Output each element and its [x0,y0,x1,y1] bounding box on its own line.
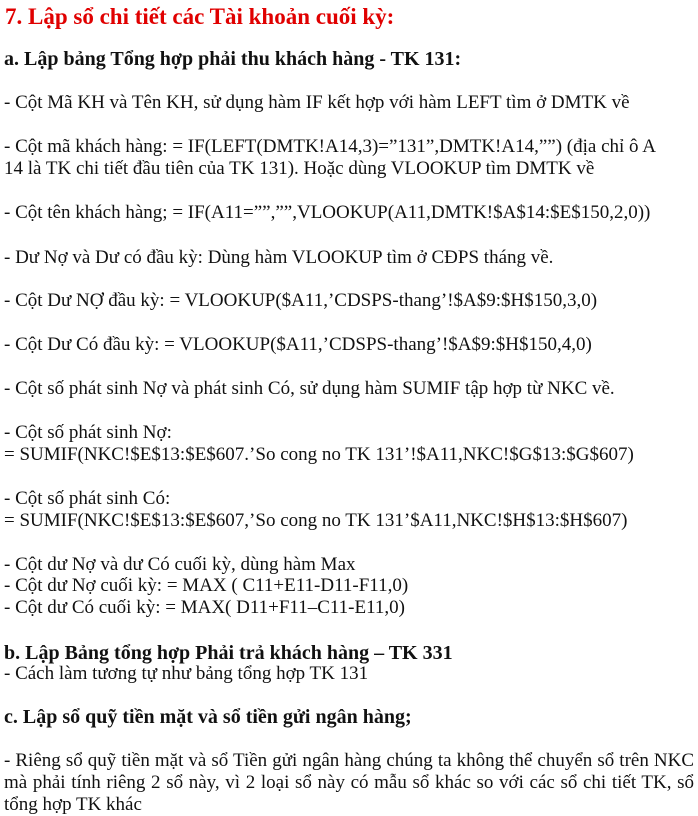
formula-line: = SUMIF(NKC!$E$13:$E$607.’So cong no TK 131’!$A11,NKC!$G$13:$G$607) [4,444,634,465]
text-line: - Cột dư Nợ và dư Có cuối kỳ, dùng hàm Max [4,554,356,575]
section-c-paragraph: - Riêng sổ quỹ tiền mặt và sổ Tiền gửi ngân hàng chúng ta không thể chuyển sổ trên NKC mà phải tính riêng 2 sổ này, vì 2 loại sổ này có mẫu sổ khác so với các sổ chi tiết TK, sổ tổng hợp TK khác [4,750,694,815]
section-c-heading: c. Lập sổ quỹ tiền mặt và sổ tiền gửi ngân hàng; [4,706,412,728]
text-line: - Cột số phát sinh Nợ và phát sinh Có, sử dụng hàm SUMIF tập hợp từ NKC về. [4,378,615,399]
formula-line: - Cột dư Có cuối kỳ: = MAX( D11+F11–C11-E11,0) [4,597,405,618]
text-line: - Dư Nợ và Dư có đầu kỳ: Dùng hàm VLOOKUP tìm ở CĐPS tháng về. [4,247,554,268]
text-line: - Cách làm tương tự như bảng tổng hợp TK 131 [4,663,369,684]
formula-line: - Cột dư Nợ cuối kỳ: = MAX ( C11+E11-D11-F11,0) [4,575,409,596]
text-line: 14 là TK chi tiết đầu tiên của TK 131). Hoặc dùng VLOOKUP tìm DMTK về [4,158,595,179]
formula-line: - Cột tên khách hàng; = IF(A11=””,””,VLOOKUP(A11,DMTK!$A$14:$E$150,2,0)) [4,202,651,223]
text-line: - Cột số phát sinh Nợ: [4,422,172,443]
text-line: - Cột số phát sinh Có: [4,488,171,509]
formula-line: - Cột Dư NỢ đầu kỳ: = VLOOKUP($A11,’CDSPS-thang’!$A$9:$H$150,3,0) [4,290,598,311]
text-line: - Cột mã khách hàng: = IF(LEFT(DMTK!A14,3)=”131”,DMTK!A14,””) (địa chỉ ô A [4,136,656,157]
formula-line: = SUMIF(NKC!$E$13:$E$607,’So cong no TK 131’$A11,NKC!$H$13:$H$607) [4,510,628,531]
page-title: 7. Lập sổ chi tiết các Tài khoản cuối kỳ: [5,4,395,29]
section-b-heading: b. Lập Bảng tổng hợp Phải trả khách hàng – TK 331 [4,642,453,664]
formula-line: - Cột Dư Có đầu kỳ: = VLOOKUP($A11,’CDSPS-thang’!$A$9:$H$150,4,0) [4,334,592,355]
section-a-heading: a. Lập bảng Tổng hợp phải thu khách hàng - TK 131: [4,48,462,70]
text-line: - Cột Mã KH và Tên KH, sử dụng hàm IF kết hợp với hàm LEFT tìm ở DMTK về [4,92,630,113]
